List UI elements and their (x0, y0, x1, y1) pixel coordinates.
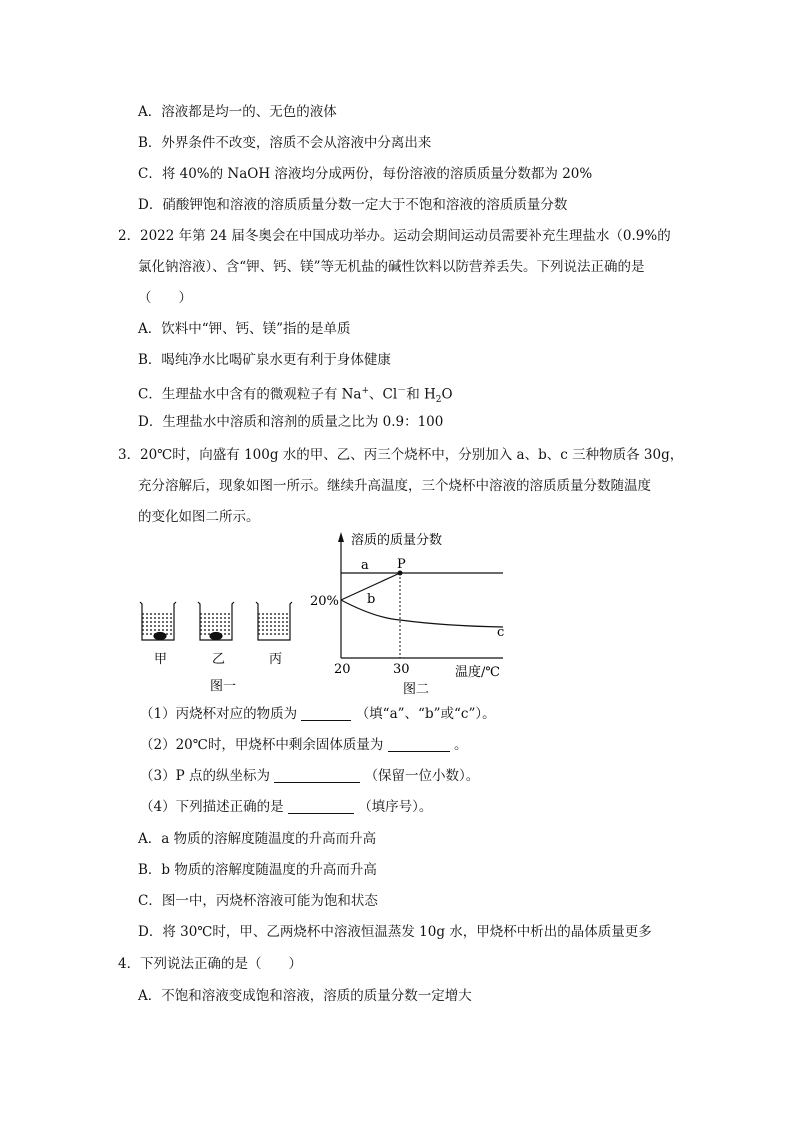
curve-a-label: a (361, 558, 369, 573)
curve-b-label: b (367, 592, 376, 607)
q2-option-a: A．饮料中“钾、钙、镁”指的是单质 (138, 321, 351, 337)
q3-option-b: B．b 物质的溶解度随温度的升高而升高 (138, 862, 377, 878)
beaker-bing (256, 602, 292, 640)
jia-solid-residue (154, 633, 166, 640)
q1-option-b: B．外界条件不改变，溶质不会从溶液中分离出来 (138, 135, 432, 151)
q2-number: 2． (118, 228, 141, 244)
q3-stem-line2: 充分溶解后，现象如图一所示。继续升高温度，三个烧杯中溶液的溶质质量分数随温度 (138, 478, 651, 494)
q3-option-a: A．a 物质的溶解度随温度的升高而升高 (138, 831, 377, 847)
beaker-yi (198, 602, 234, 640)
y-tick-20: 20% (310, 594, 339, 609)
q4-number: 4． (118, 956, 141, 972)
q3-sub3-blank[interactable] (274, 768, 360, 783)
curve-c (341, 600, 503, 627)
q3-number: 3． (118, 447, 141, 463)
q3-sub1: （1）丙烧杯对应的物质为 （填“a”、“b”或“c”）。 (140, 706, 496, 722)
x-tick-20: 20 (334, 662, 351, 677)
q3-sub2-blank[interactable] (388, 737, 450, 752)
curve-c-label: c (497, 625, 505, 640)
q3-option-c: C．图一中，丙烧杯溶液可能为饱和状态 (138, 893, 378, 909)
yi-solid-residue (210, 633, 222, 640)
q4-option-a: A．不饱和溶液变成饱和溶液，溶质的质量分数一定增大 (138, 988, 472, 1004)
figure-2-caption: 图二 (403, 682, 430, 697)
q2-option-b: B．喝纯净水比喝矿泉水更有利于身体健康 (138, 352, 391, 368)
figure-1-caption: 图一 (210, 679, 237, 694)
beaker-label-bing: 丙 (269, 652, 283, 667)
q1-option-c: C．将 40%的 NaOH 溶液均分成两份，每份溶液的溶质质量分数都为 20% (138, 166, 593, 182)
y-axis-arrow (338, 532, 344, 542)
q2-stem-line3: （ ） (138, 290, 192, 306)
q4-stem: 下列说法正确的是（ ） (140, 956, 302, 972)
beaker-label-yi: 乙 (212, 652, 226, 667)
q3-sub4-blank[interactable] (288, 799, 354, 814)
q2-stem-line2: 氯化钠溶液）、含“钾、钙、镁”等无机盐的碱性饮料以防营养丢失。下列说法正确的是 (138, 259, 645, 275)
q3-option-d: D．将 30℃时，甲、乙两烧杯中溶液恒温蒸发 10g 水，甲烧杯中析出的晶体质量更多 (138, 924, 652, 940)
point-p-label: P (397, 557, 406, 572)
q3-sub3: （3）P 点的纵坐标为 （保留一位小数）。 (140, 768, 480, 784)
q3-sub4: （4）下列描述正确的是 （填序号）。 (140, 799, 433, 815)
q1-option-a: A．溶液都是均一的、无色的液体 (138, 104, 337, 120)
x-axis-label: 温度/℃ (455, 665, 500, 680)
figure-2-chart (305, 528, 520, 698)
x-tick-30: 30 (393, 662, 410, 677)
q3-stem-line1: 20℃时，向盛有 100g 水的甲、乙、丙三个烧杯中，分别加入 a、b、c 三种物质各 30g， (140, 447, 684, 463)
q1-option-d: D．硝酸钾饱和溶液的溶质质量分数一定大于不饱和溶液的溶质质量分数 (138, 197, 568, 213)
q3-sub2: （2）20℃时，甲烧杯中剩余固体质量为 。 (140, 737, 468, 753)
beaker-jia (140, 602, 176, 640)
q2-option-c: C．生理盐水中含有的微观粒子有 Na+、Cl－和 $H_2O$ (138, 386, 453, 406)
beaker-label-jia: 甲 (154, 652, 168, 667)
q3-stem-line3: 的变化如图二所示。 (138, 509, 260, 525)
figure-1-beakers (130, 590, 310, 700)
q2-stem-line1: 2022 年第 24 届冬奥会在中国成功举办。运动会期间运动员需要补充生理盐水（0.9%的 (140, 228, 671, 244)
q3-sub1-blank[interactable] (301, 706, 351, 721)
y-axis-label: 溶质的质量分数 (351, 533, 443, 548)
q2-option-d: D．生理盐水中溶质和溶剂的质量之比为 0.9：100 (138, 414, 444, 430)
